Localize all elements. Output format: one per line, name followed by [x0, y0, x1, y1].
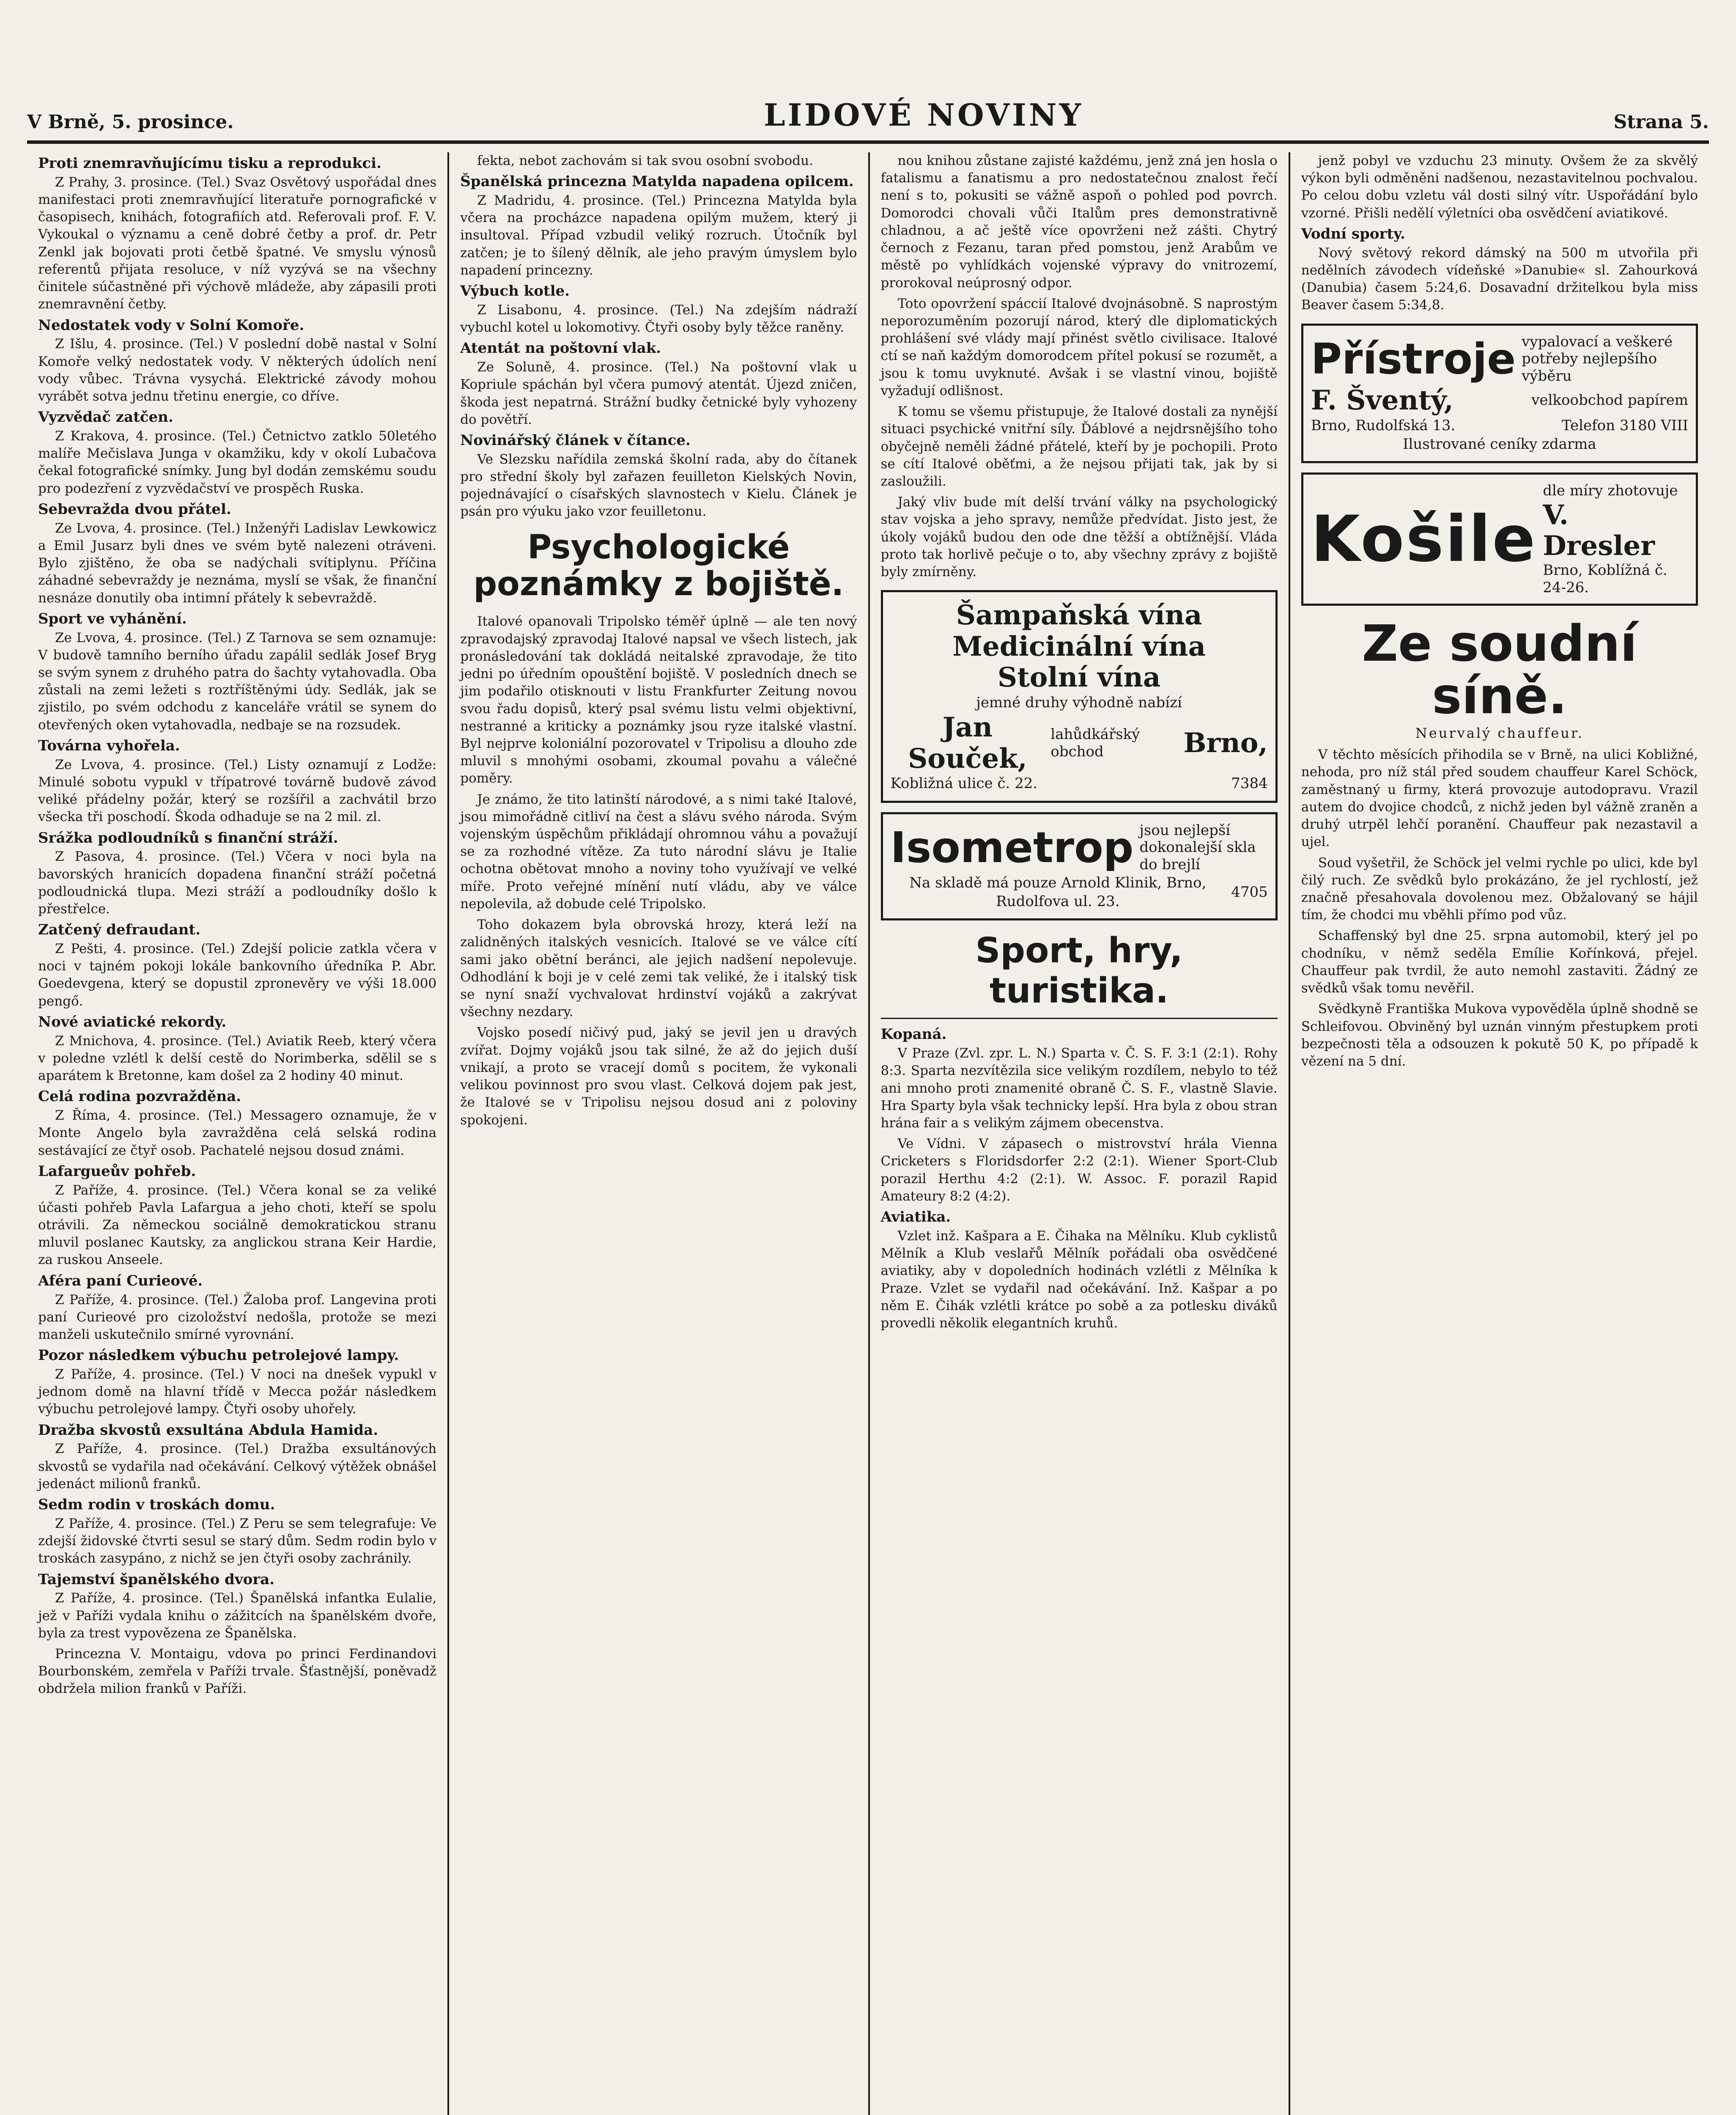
- article-body: Princezna V. Montaigu, vdova po princi Ferdinandovi Bourbonském, zemřela v Paříži trvale. Šťastnější, poněvadž obdržela milion franků v Paříži.: [38, 1646, 437, 1697]
- article-body: Toto opovržení spáccií Italové dvojnásobně. S naprostým neporozuměním pozorují národ, který dle diplomatických prohlášení své vlády mají přinést světlo civilisace. Italové ctí se naň každým domorodcem přítel pokusí se rozumět, a jsou k tomu uvyknuté. Avšak i se vlastní vinou, bojiště vyžadují odlišnost.: [880, 296, 1278, 398]
- article-body: Z Paříže, 4. prosince. (Tel.) V noci na dnešek vypukl v jednom domě na hlavní třídě v Mecca požár následkem výbuchu petrolejové lampy. Čtyři osoby uhořely.: [38, 1366, 437, 1417]
- article: [1301, 746, 1698, 851]
- article: [38, 1422, 436, 1493]
- ad-brand: Přístroje: [1311, 334, 1516, 384]
- article: [881, 403, 1278, 490]
- article-headline: Sport ve vyhánění.: [38, 610, 187, 627]
- article-headline: Dražba skvostů exsultána Abdula Hamida.: [38, 1421, 378, 1439]
- article-headline: Tajemství španělského dvora.: [38, 1571, 275, 1588]
- ad-tagline: dle míry zhotovuje: [1543, 482, 1678, 499]
- article: [38, 501, 436, 607]
- article-body: Ze Lvova, 4. prosince. (Tel.) Listy oznamují z Lodže: Minulé sobotu vypukl v třípatrové továrně budově závod veliké přádelny požár, který se rozšířil a zachvátil brzo všecka tři poschodí. Škoda odhaduje se na 2 mil. zl.: [38, 757, 437, 825]
- article-headline: Celá rodina pozvražděna.: [38, 1088, 241, 1105]
- page-header: [27, 0, 1709, 144]
- page-number: Strana 5.: [1613, 111, 1709, 133]
- advertisement-wine: [881, 590, 1278, 802]
- column-3: [868, 152, 1289, 2115]
- article-headline: Novinářský článek v čítance.: [460, 432, 691, 449]
- article-body: jenž pobyl ve vzduchu 23 minuty. Ovšem že za skvělý výkon byli odměněni nadšenou, nezastavitelnou pochvalou. Po celou dobu vzletu vál dosti silný vítr. Uspořádání bylo vzorné. Přišli nedělí výletníci oba osvědčení aviatikové.: [1301, 153, 1698, 221]
- article-body: Z Paříže, 4. prosince. (Tel.) Španělská infantka Eulalie, jež v Paříži vydala knihu o zážitcích na španělském dvoře, byla za trest vypovězena ze Španělska.: [38, 1590, 437, 1641]
- ad-address-row: [891, 873, 1268, 911]
- article-body: Nový světový rekord dámský na 500 m utvořila při nedělních závodech vídeňské »Danubie« sl. Zahourková (Danubia) časem 5:24,6. Dosavadní držitelkou byla miss Beaver časem 5:34,8.: [1301, 245, 1698, 313]
- article: [881, 1209, 1278, 1332]
- article: [1301, 1000, 1698, 1070]
- article: [881, 1026, 1278, 1132]
- article: [38, 830, 436, 918]
- ad-merchant-type: lahůdkářský obchod: [1050, 726, 1140, 760]
- article-body: nou knihou zůstane zajisté každému, jenž zná jen hosla o fatalismu a fanatismu a pro nedostatečnou znalost řečí není s to, pokusiti se vážně aspoň o pohled pod povrch. Domorodci chovali vůči Italům pres demonstrativně chladnou, a ač ještě více opovrženi než zášti. Chytrý černoch z Fezanu, taran před pomstou, jenž Arabům ve městě po vyhlídkách vojenské výpravy do vnitrozemí, prorokoval neúprosný odpor.: [880, 153, 1278, 291]
- ad-headline: Medicinální vína: [952, 630, 1206, 662]
- article: [460, 529, 857, 788]
- ad-merchant-name: F. Šventý,: [1311, 384, 1454, 416]
- article-body: Soud vyšetřil, že Schöck jel velmi rychle po ulici, kde byl čilý ruch. Ze svědků bylo prokázáno, že jel rychlostí, jež značně přesahovala dovolenou mez. Obžalovaný se hájil tím, že chodci mu vběhli přímo pod vůz.: [1301, 855, 1698, 923]
- ad-phone: 4705: [1231, 884, 1268, 901]
- ad-subline: jemné druhy výhodně nabízí: [976, 694, 1182, 711]
- article-headline: Lafargueův pohřeb.: [38, 1162, 196, 1180]
- article-headline: Továrna vyhořela.: [38, 737, 180, 754]
- article: [38, 1272, 436, 1343]
- article-body: Schaffenský byl dne 25. srpna automobil, který jel po chodníku, v němž seděla Emílie Kořínková, přejel. Chauffeur pak tvrdil, že auto nemohl zastaviti. Žádný ze svědků však tomu nevěřil.: [1301, 928, 1698, 996]
- article-body: Jaký vliv bude mít delší trvání války na psychologický stav vojska a jeho spravy, nemůže předvídat. Jisto jest, že úkoly vojáků budou den ode dne těžší a obtížnější. Vláda proto tak horlivě pečuje o to, aby všechny zprávy z bojiště byly zmírněny.: [880, 494, 1278, 580]
- article: [460, 173, 857, 279]
- article-headline: Vyzvědač zatčen.: [38, 409, 173, 426]
- advertisement-pristroje: [1301, 324, 1698, 463]
- article-body: Ve Slezsku nařídila zemská školní rada, aby do čítanek pro střední školy byl zařazen feuilleton Kielských Novin, pojednávající o císařských slavnostech v Kielu. Článek je psán pro výuku jako vzor feuilletonu.: [460, 451, 857, 519]
- article: [38, 1347, 436, 1418]
- article: [1301, 927, 1698, 997]
- article: [460, 340, 857, 428]
- article-headline: Pozor následkem výbuchu petrolejové lampy.: [38, 1347, 399, 1364]
- article-headline: Výbuch kotle.: [460, 283, 570, 300]
- article-headline: Proti znemravňujícímu tisku a reprodukci.: [38, 155, 381, 172]
- ad-city: Brno,: [1183, 727, 1268, 759]
- article-headline: Atentát na poštovní vlak.: [460, 340, 661, 357]
- article: [460, 283, 857, 336]
- ad-address: Brno, Rudolfská 13.: [1311, 417, 1456, 434]
- ad-address-row: [891, 774, 1268, 793]
- article-headline: Sebevražda dvou přátel.: [38, 500, 231, 518]
- article-body: V těchto měsících přihodila se v Brně, na ulici Kobližné, nehoda, pro níž stál před soudem chauffeur Karel Schöck, zaměstnaný u firmy, která provozuje autodopravu. Vrazil autem do dvojice chodců, z nichž jeden byl vážně zraněn a druhý utrpěl lehčí poranění. Chauffeur pak nezastavil a ujel.: [1301, 747, 1698, 850]
- ad-merchant-row: [1311, 385, 1688, 416]
- article: [38, 1571, 436, 1642]
- article-headline: Vodní sporty.: [1301, 225, 1405, 242]
- date-line: V Brně, 5. prosince.: [27, 111, 234, 133]
- column-2: [447, 152, 868, 2115]
- article-body: Italové opanovali Tripolsko téměř úplně — ale ten nový zpravodajský zpravodaj Italové napsal ve všech listech, jak pronásledování tak dokládá neitalské zpravodaje, že tito jedni po úředním opouštění bojiště. V posledních dnech se jim podařilo otisknouti v listu Frankfurter Zeitung novou svou řadu dopisů, který psal svému listu velmi objektivní, nestranné a kriticky a poznámky jsou ryze italské vlastní. Byl nejprve koloniální pozorovatel v Tripolisu a dlouho zde mluvil s mnohými osobami, zkoumal povahu a válečné poměry.: [460, 614, 857, 786]
- ad-merchant-row: [891, 712, 1268, 774]
- article: [460, 432, 857, 521]
- article: [38, 1645, 436, 1698]
- article-body: Svědkyně Františka Mukova vypověděla úplně shodně se Schleifovou. Obviněný byl uznán vinným přestupkem proti bezpečnosti těla a odsouzen k pokutě 50 K, po případě k vězení na 5 dní.: [1301, 1001, 1698, 1069]
- ad-address: Na skladě má pouze Arnold Klinik, Brno, Rudolfova ul. 23.: [909, 874, 1207, 910]
- article-body: Z Krakova, 4. prosince. (Tel.) Četnictvo zatklo 50letého malíře Mečislava Junga v okamžiku, kdy v okolí Lubačova čekal fotografické snímky. Jung byl dodán zemskému soudu pro podezření z vyzvědačství ve prospěch Ruska.: [38, 428, 437, 496]
- columns: [27, 152, 1709, 2115]
- ad-phone: 7384: [1231, 775, 1268, 792]
- article: [460, 152, 857, 170]
- article-body: Vojsko posedí ničivý pud, jaký se jevil jen u dravých zvířat. Dojmy vojáků jsou tak silné, že až do jejich duší vnikají, a proto se vracejí domů s pocitem, že vykonali velikou povinnost pro svou vlast. Celková dojem pak jest, že Italové se v Tripolisu nejsou dosud ani z poloviny spokojeni.: [460, 1025, 857, 1128]
- article-body: Z Paříže, 4. prosince. (Tel.) Žaloba prof. Langevina proti paní Curieové pro cizoložství nedošla, protože se mezi manželi uskutečnilo smírné vyrovnání.: [38, 1292, 437, 1342]
- article-body: Z Paříže, 4. prosince. (Tel.) Včera konal se za veliké účasti pohřeb Pavla Lafargua a jeho choti, kteří se spolu otrávili. Za německou sociálně demokratickou stranu mluvil poslanec Kautsky, za anglickou strana Keir Hardie, za ruskou Anseele.: [38, 1182, 437, 1268]
- ad-brand-row: [1311, 482, 1688, 596]
- article-body: K tomu se všemu přistupuje, že Italové dostali za nynější situaci psychické vnitřní síly. Ďáblové a nejdrsnějšího toho obyčejně neměli žádné přátelé, kteří by je pochopili. Proto se cítí Italové oběťmi, a že nejsou přijati tak, jak by si zasloužili.: [880, 404, 1278, 489]
- ad-brand: Isometrop: [890, 823, 1134, 873]
- article-body: Vzlet inž. Kašpara a E. Čihaka na Mělníku. Klub cyklistů Mělník a Klub veslařů Mělník pořádali oba osvědčené aviatiky, aby v dopoledních hodinách vzlétli z Mělníka k Praze. Vzlet se vydařil nad očekávání. Inž. Kašpar a po něm E. Čihák vzlétli krátce po sobě a za potlesku diváků provedli několik elegantních kruhů.: [880, 1228, 1278, 1331]
- article-body: Z Lisabonu, 4. prosince. (Tel.) Na zdejším nádraží vybuchl kotel u lokomotivy. Čtyři osoby byly těžce raněny.: [460, 302, 857, 335]
- article: [881, 295, 1278, 400]
- article: [38, 1496, 436, 1567]
- article-headline: Psychologické poznámky z bojiště.: [473, 528, 844, 604]
- article-body: Z Pasova, 4. prosince. (Tel.) Včera v noci byla na bavorských hranicích dopadena finanční stráží početná podloudnická tlupa. Mezi stráží a podloudníky došlo k přestřelce.: [38, 849, 437, 917]
- article: [881, 494, 1278, 581]
- article: [38, 921, 436, 1010]
- article-headline: Zatčený defraudant.: [38, 921, 200, 939]
- section-heading-sport: Sport, hry, turistika.: [975, 931, 1183, 1011]
- article: [38, 1163, 436, 1269]
- ad-brand: Košile: [1311, 502, 1537, 576]
- ad-headline: Šampaňská vína: [956, 599, 1202, 632]
- article-body: Ze Lvova, 4. prosince. (Tel.) Z Tarnova se sem oznamuje: V budově tamního berního úřadu zapálil sedlák Josef Bryg se svým synem z druhého patra do šachty vytahovadla. Oba zůstali na zemi ležeti s roztříštěnými údy. Sedlák, jak se zjistilo, po svém odchodu z kanceláře vrátil se synem do otevřených oken vytahovadla, nedbaje se na rozsudek.: [38, 630, 437, 733]
- article-body: Z Pešti, 4. prosince. (Tel.) Zdejší policie zatkla včera v noci v tajném pokoji lokále bankovního úředníka P. Abr. Goedevgena, který se dopustil zpronevěry ve výši 18.000 pengő.: [38, 941, 437, 1009]
- ad-merchant-type: velkoobchod papírem: [1531, 392, 1688, 409]
- article-headline: Španělská princezna Matylda napadena opilcem.: [460, 173, 854, 190]
- article-body: Ze Soluně, 4. prosince. (Tel.) Na poštovní vlak u Kopriule spáchán byl včera pumový atentát. Újezd zničen, škoda jest nepatrná. Strážní budky četnické byly vyhozeny do povětří.: [460, 360, 857, 427]
- article-body: Ze Lvova, 4. prosince. (Tel.) Inženýři Ladislav Lewkowicz a Emil Jusarz byli dnes ve svém bytě nalezeni otráveni. Bylo zjištěno, že oba se nadýchali svítiplynu. Příčina záhadné sebevraždy je neznáma, myslí se však, že finanční nesnáze donutily oba intimní přátely k sebevraždě.: [38, 520, 437, 606]
- article: [881, 152, 1278, 292]
- article: [1301, 152, 1698, 222]
- article-body: Z Išlu, 4. prosince. (Tel.) V poslední době nastal v Solní Komoře velký nedostatek vody. V některých údolích není vody vůbec. Trávna vysychá. Elektrické závody mohou vyrábět sotva jednu třetinu energie, co dříve.: [38, 336, 437, 404]
- article-body: Z Paříže, 4. prosince. (Tel.) Dražba exsultánových skvostů se vydařila nad očekávání. Celkový výtěžek obnášel jedenáct milionů franků.: [38, 1441, 437, 1491]
- article-body: Toho dokazem byla obrovská hrozy, která leží na zalidněných italských vesnicích. Italové se ve válce cítí sami jako obětní beránci, ale jejich nadšení nepolevuje. Odhodlání k boji je v celé zemi tak veliké, že i italský tisk se nyní snaží vychvalovat hrdinství vojáků a zakrývat všechny nezdary.: [460, 917, 857, 1020]
- article-body: Z Paříže, 4. prosince. (Tel.) Z Peru se sem telegrafuje: Ve zdejší židovské čtvrti sesul se starý dům. Sedm rodin bylo v troskách zasypáno, z nichž se jen čtyři osoby zachránily.: [38, 1516, 437, 1566]
- ad-merchant-name: Jan Souček,: [908, 711, 1027, 775]
- article-body: Z Madridu, 4. prosince. (Tel.) Princezna Matylda byla včera na procházce napadena opilým mužem, který ji insultoval. Případ vzbudil veliký rozruch. Útočník byl zatčen; je to šílený dělník, ale jeho pravým úmyslem bylo napadení princezny.: [460, 193, 857, 278]
- ad-side-block: [1543, 482, 1688, 596]
- article-headline: Nové aviatické rekordy.: [38, 1013, 227, 1030]
- article-body: fekta, nebot zachovám si tak svou osobní svobodu.: [477, 153, 813, 168]
- article: [38, 409, 436, 497]
- section-heading-court: Ze soudní síně.: [1362, 614, 1637, 725]
- article-headline: Aféra paní Curieové.: [38, 1272, 203, 1289]
- ad-tagline: jsou nejlepší dokonalejší skla do brejlí: [1139, 821, 1256, 873]
- ad-merchant-name: V. Dresler: [1543, 499, 1655, 562]
- court-case-title: Neurvalý chauffeur.: [1415, 725, 1584, 742]
- article: [38, 317, 436, 406]
- article-body: V Praze (Zvl. zpr. L. N.) Sparta v. Č. S. F. 3:1 (2:1). Rohy 8:3. Sparta nezvítězila sice velikým rozdílem, nebylo to též ani mnoho proti znamenité obraně Č. S. F., vlastně Slavie. Hra Sparty byla však technicky lepší. Hra byla z obou stran hrána fair a s velikým zájmem obecenstva.: [880, 1046, 1278, 1131]
- article: [38, 610, 436, 734]
- article-headline: Kopaná.: [880, 1026, 947, 1043]
- ad-phone: Telefon 3180 VIII: [1561, 417, 1688, 434]
- advertisement-isometrop: [881, 812, 1278, 921]
- ad-address: Brno, Koblížná č. 24-26.: [1543, 561, 1667, 596]
- ad-brand-row: [891, 822, 1268, 873]
- article: [1301, 225, 1698, 314]
- article: [881, 1135, 1278, 1205]
- article: [460, 791, 857, 913]
- column-1: [27, 152, 447, 2115]
- article: [38, 1014, 436, 1085]
- article: [460, 916, 857, 1021]
- column-4: [1289, 152, 1709, 2115]
- ad-brand-row: [1311, 333, 1688, 385]
- divider-rule: [881, 1018, 1278, 1019]
- article: [38, 737, 436, 826]
- article-body: Je známo, že tito latinští národové, a s nimi také Italové, jsou mimořádně citliví na čest a slávu svého národa. Svým vojenským úspěchům přikládají ohromnou váhu a považují se za rozhodné vítěze. Za tuto národní slávu je Italie ochotna obětovat mnoho a noviny toho využívají ve velké míře. Proto veřejné mínění nutí vládu, aby ve válce nepolevila, až dobude celé Tripolsko.: [460, 791, 857, 912]
- article: [38, 1088, 436, 1159]
- article-body: Z Prahy, 3. prosince. (Tel.) Svaz Osvětový uspořádal dnes manifestaci proti znemravňující literatuře pornografické v časopisech, knihách, fotografiích atd. Referovali prof. F. V. Vykoukal o významu a ceně dobré četby a prof. dr. Petr Zenkl jak bojovati proti četbě špatné. Ve smyslu výnosů referentů přijata resoluce, v níž vyzývá se na všechny činitele súčastněné při výchově mládeže, aby zápasili proti znemravnění četby.: [38, 174, 437, 312]
- advertisement-kosile: [1301, 472, 1698, 606]
- article: [1301, 854, 1698, 924]
- article-headline: Srážka podloudníků s finanční stráží.: [38, 829, 338, 846]
- ad-address-row: [1311, 416, 1688, 435]
- ad-tagline: vypalovací a veškeré potřeby nejlepšího výběru: [1522, 333, 1673, 385]
- article-headline: Sedm rodin v troskách domu.: [38, 1496, 275, 1513]
- article-body: Ve Vídni. V zápasech o mistrovství hrála Vienna Cricketers s Floridsdorfer 2:2 (2:1). Wiener Sport-Club porazil Herthu 4:2 (2:1). W. Assoc. F. porazil Rapid Amateury 8:2 (4:2).: [880, 1136, 1278, 1204]
- article-headline: Aviatika.: [880, 1209, 951, 1226]
- article-body: Z Říma, 4. prosince. (Tel.) Messagero oznamuje, že v Monte Angelo byla zavražděna celá selská rodina sestávající ze čtyř osob. Pachatelé nejsou dosud známi.: [38, 1108, 437, 1158]
- ad-note: Ilustrované ceníky zdarma: [1403, 435, 1596, 453]
- article-headline: Nedostatek vody v Solní Komoře.: [38, 316, 304, 334]
- article-body: Z Mnichova, 4. prosince. (Tel.) Aviatik Reeb, který včera v poledne vzlétl k delší cestě do Norimberka, sdělil se s aparátem k Bretonne, kam došel za 2 hodiny 40 minut.: [38, 1033, 437, 1084]
- ad-address: Kobližná ulice č. 22.: [890, 775, 1038, 792]
- ad-headline: Stolní vína: [997, 662, 1161, 694]
- article: [460, 1024, 857, 1129]
- masthead: LIDOVÉ NOVINY: [764, 97, 1084, 133]
- article: [38, 155, 436, 313]
